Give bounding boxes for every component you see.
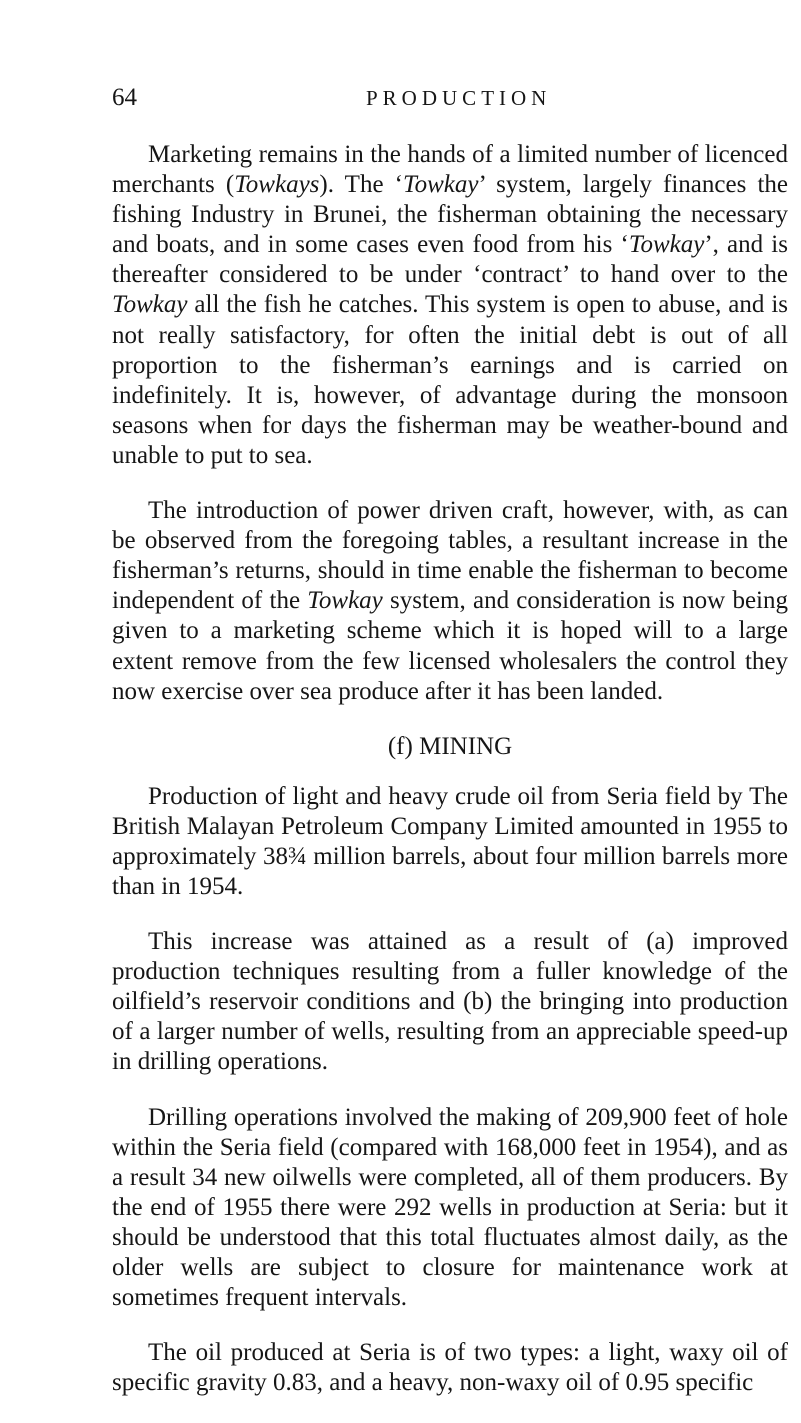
italic-term: Towkay bbox=[307, 587, 383, 615]
paragraph-drilling: Drilling operations involved the making of 209,900 feet of hole within the Seria field (compared with 168,000 feet in 1954), and as a result 34 new oilwells were completed, all of them producers. By the end of 1955 there were 292 wells in production at Seria: but it should be understood that this total fluctuates almost daily, as the older wells are subject to closure for maintenance work at sometimes frequent intervals. bbox=[112, 1103, 788, 1312]
italic-term: Towkay bbox=[628, 231, 705, 259]
text-segment: all the fish he catches. This system is open to abuse, and is not really satisfactory, for often the initial debt is out of all proportion to the fisherman’s earnings and is carried on indefinitely. It is, however, of advantage during the monsoon seasons when for days the fisherman may be weather-bound and unable to put to sea. bbox=[112, 291, 788, 469]
body-text bbox=[112, 140, 788, 1423]
running-head: PRODUCTION bbox=[366, 86, 552, 110]
section-title: MINING bbox=[419, 732, 513, 760]
italic-term: Towkay bbox=[112, 291, 188, 319]
paragraph-oil-production: Production of light and heavy crude oil from Seria field by The British Malayan Petroleum Company Limited amounted in 1955 to approximately 38¾ million barrels, about four million barrels more than in 1954. bbox=[112, 782, 788, 900]
text-segment: ’ system, largely finances the fishing Industry in Brunei, the fisherman obtaining the necessary and boats, and in some cases even food from his ‘ bbox=[112, 171, 788, 259]
section-heading-mining bbox=[112, 732, 788, 762]
page-number: 64 bbox=[112, 84, 137, 111]
italic-term: Towkays bbox=[234, 171, 320, 199]
text-segment: system, and consideration is now being given to a marketing scheme which it is hoped will to a large extent remove from the few licensed wholesalers the control they now exercise over sea produce after it has been landed. bbox=[112, 587, 788, 705]
text-segment: ). The ‘ bbox=[319, 171, 404, 199]
section-letter: (f) bbox=[387, 732, 413, 760]
paragraph-marketing bbox=[112, 140, 788, 471]
paragraph-increase: This increase was attained as a result of (a) improved production techniques resulting from a fuller knowledge of the oilfield’s reservoir conditions and (b) the bringing into production of a larger number of wells, resulting from an appreciable speed-up in drilling operations. bbox=[112, 928, 788, 1076]
paragraph-power-craft bbox=[112, 496, 788, 707]
page-header bbox=[112, 84, 792, 120]
text-segment: ’, and is thereafter considered to be under ‘contract’ to hand over to the bbox=[112, 231, 788, 289]
paragraph-oil-types: The oil produced at Seria is of two types: a light, waxy oil of specific gravity 0.83, and a heavy, non-waxy oil of 0.95 specific bbox=[112, 1339, 788, 1397]
text-segment: Marketing remains in the hands of a limited number of licenced merchants ( bbox=[112, 141, 788, 199]
italic-term: Towkay bbox=[403, 171, 479, 199]
text-segment: The introduction of power driven craft, however, with, as can be observed from the foregoing tables, a resultant increase in the fisherman’s returns, should in time enable the fisherman to become independent of the bbox=[112, 497, 788, 615]
